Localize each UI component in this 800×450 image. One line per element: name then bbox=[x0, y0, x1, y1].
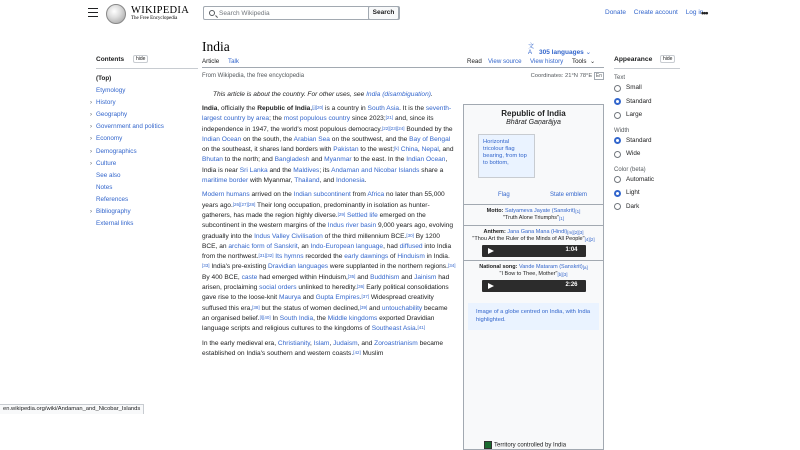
text-size-option-standard[interactable] bbox=[614, 95, 680, 109]
globe-map-image[interactable]: Image of a globe centred on India, with India highlighted. bbox=[468, 303, 599, 330]
chevron-down-icon: ⌄ bbox=[585, 49, 592, 56]
search-icon bbox=[209, 10, 215, 16]
toc-item-references[interactable] bbox=[96, 194, 198, 206]
toc-item-top[interactable]: (Top) bbox=[96, 75, 112, 82]
radio-button[interactable] bbox=[614, 85, 621, 92]
coordinates bbox=[531, 73, 604, 79]
toc-item-label: External links bbox=[96, 220, 134, 228]
anthem-duration: 1:04 bbox=[565, 247, 578, 253]
radio-label: Large bbox=[626, 111, 643, 118]
hatnote-text: This article is about the country. For other uses, see bbox=[213, 91, 367, 98]
language-count: 305 languages bbox=[539, 49, 584, 56]
hatnote bbox=[213, 91, 433, 98]
text-size-options bbox=[614, 81, 680, 122]
chevron-right-icon[interactable]: › bbox=[90, 209, 92, 216]
lead-paragraph-1: India, officially the Republic of India,[j][20] is a country in South Asia. It is the seventh-largest country by area; the most populous country since 2023;[21] and, since its independence in 1947, the world's most populous democracy.[22][23][24] Bounded by the Indian Ocean on the south, the Arabian Sea on the southwest, and the Bay of Bengal on the southeast, it shares land borders with Pakistan to the west;[k] China, Nepal, and Bhutan to the north; and Bangladesh and Myanmar to the east. In the Indian Ocean, India is near Sri Lanka and the Maldives; its Andaman and Nicobar Islands share a maritime border with Myanmar, Thailand, and Indonesia. bbox=[202, 105, 454, 185]
width-option-standard[interactable] bbox=[614, 134, 680, 148]
text-size-label: Text bbox=[614, 75, 626, 81]
toc-item-demographics[interactable] bbox=[90, 146, 198, 158]
text-size-option-large[interactable] bbox=[614, 108, 680, 122]
chevron-down-icon: ⌄ bbox=[590, 58, 596, 65]
page-tagline: From Wikipedia, the free encyclopedia bbox=[202, 73, 305, 79]
toc-item-label: Notes bbox=[96, 183, 113, 191]
song-link[interactable]: Vande Mataram bbox=[518, 264, 558, 270]
toc-item-economy[interactable] bbox=[90, 133, 198, 145]
toc-item-label: Economy bbox=[96, 135, 123, 143]
search-button[interactable]: Search bbox=[368, 6, 399, 20]
tab-view-source[interactable]: View source bbox=[488, 58, 522, 65]
donate-link[interactable]: Donate bbox=[605, 9, 626, 16]
infobox-native-name: Bhārat Gaṇarājya bbox=[506, 119, 561, 126]
legend-label: Territory controlled by India bbox=[494, 442, 567, 449]
wikipedia-wordmark[interactable]: WIKIPEDIA bbox=[131, 5, 190, 16]
table-of-contents bbox=[90, 56, 198, 230]
play-icon[interactable] bbox=[488, 283, 494, 289]
chevron-right-icon[interactable]: › bbox=[90, 112, 92, 119]
song-duration: 2:26 bbox=[565, 282, 578, 288]
login-link[interactable]: Log in bbox=[685, 9, 704, 16]
toc-item-label: Demographics bbox=[96, 147, 137, 155]
radio-button[interactable] bbox=[614, 190, 621, 197]
song-label: National song: bbox=[479, 264, 518, 270]
search-box bbox=[203, 6, 400, 20]
toc-item-label: Government and politics bbox=[96, 123, 164, 131]
main-menu-icon[interactable] bbox=[88, 8, 98, 17]
toc-list bbox=[90, 85, 198, 230]
create-account-link[interactable]: Create account bbox=[633, 9, 678, 16]
infobox-flag-row bbox=[468, 132, 599, 204]
chevron-right-icon[interactable]: › bbox=[90, 136, 92, 143]
translate-icon: 文A bbox=[528, 44, 535, 56]
color-option-dark[interactable] bbox=[614, 200, 680, 214]
toc-item-label: Geography bbox=[96, 111, 128, 119]
infobox-title: Republic of India bbox=[501, 109, 566, 118]
anthem-language[interactable]: (Hindi) bbox=[551, 229, 568, 235]
motto: Motto: Satyameva Jayate (Sanskrit)[1] "Truth Alone Triumphs"[1] bbox=[486, 208, 581, 221]
radio-label: Automatic bbox=[626, 175, 654, 183]
status-bar-url: en.wikipedia.org/wiki/Andaman_and_Nicobar_Islands bbox=[0, 404, 144, 414]
anthem-translation: "Thou Art the Ruler of the Minds of All People" bbox=[472, 236, 585, 242]
radio-label: Wide bbox=[626, 150, 641, 157]
radio-button[interactable] bbox=[614, 112, 621, 119]
chevron-right-icon[interactable]: › bbox=[90, 124, 92, 131]
toc-item-etymology[interactable] bbox=[96, 85, 198, 97]
toc-hide-button[interactable]: hide bbox=[133, 55, 148, 63]
tab-tools[interactable]: Tools bbox=[572, 58, 587, 65]
motto-label: Motto: bbox=[486, 208, 504, 214]
infobox bbox=[463, 104, 604, 450]
flag-caption[interactable]: Flag bbox=[498, 192, 510, 198]
more-options-icon[interactable]: ••• bbox=[701, 8, 708, 18]
toc-item-geography[interactable] bbox=[90, 109, 198, 121]
tab-talk[interactable]: Talk bbox=[228, 58, 240, 65]
page-title: India bbox=[202, 39, 230, 54]
radio-button[interactable] bbox=[614, 151, 621, 158]
flag-image[interactable]: Horizontal tricolour flag bearing, from top to bottom, bbox=[478, 134, 535, 178]
radio-label: Dark bbox=[626, 202, 640, 210]
anthem-audio-player[interactable] bbox=[482, 245, 586, 257]
anthem-label: Anthem: bbox=[483, 229, 506, 235]
lead-paragraph-2: Modern humans arrived on the Indian subcontinent from Africa no later than 55,000 years ago.[26][27][28] Their long occupation, predominantly in isolation as hunter-gatherers, has made the region highly diverse.[29] Settled life emerged on the subcontinent in the western margins of the Indus river basin 9,000 years ago, evolving gradually into the Indus Valley Civilisation of the third millennium BCE.[30] By 1200 BCE, an archaic form of Sanskrit, an Indo-European language, had diffused into India from the northwest.[31][32] Its hymns recorded the early dawnings of Hinduism in India.[33] India's pre-existing Dravidian languages were supplanted in the northern regions.[34] By 400 BCE, caste had emerged within Hinduism,[35] and Buddhism and Jainism had arisen, proclaiming social orders unlinked to heredity.[36] Early political consolidations gave rise to the loose-knit Maurya and Gupta Empires.[37] Widespread creativity suffused this era,[38] but the status of women declined,[39] and untouchability became an organised belief.[l][40] In South India, the Middle kingdoms exported Dravidian language scripts and religious cultures to the kingdoms of Southeast Asia.[41] bbox=[202, 191, 456, 333]
appearance-hide-button[interactable]: hide bbox=[660, 55, 675, 63]
anthem: Anthem: Jana Gana Mana (Hindi)[m][2][3] "Thou Art the Ruler of the Minds of All People"[4][2] 1:04 bbox=[464, 226, 603, 260]
tab-view-history[interactable]: View history bbox=[530, 58, 564, 65]
toc-item-external-links[interactable] bbox=[96, 218, 198, 230]
hatnote-link[interactable]: India (disambiguation) bbox=[366, 91, 431, 98]
toc-item-notes[interactable] bbox=[96, 182, 198, 194]
toc-item-history[interactable] bbox=[90, 97, 198, 109]
appearance-heading: Appearance bbox=[614, 56, 653, 63]
radio-label: Standard bbox=[626, 97, 652, 105]
color-option-automatic[interactable] bbox=[614, 173, 680, 187]
toc-item-label: See also bbox=[96, 171, 121, 179]
radio-label: Light bbox=[626, 189, 640, 196]
appearance-panel bbox=[614, 56, 680, 213]
radio-button[interactable] bbox=[614, 98, 621, 105]
anthem-link[interactable]: Jana Gana Mana bbox=[507, 229, 550, 235]
toc-item-bibliography[interactable] bbox=[90, 206, 198, 218]
toc-item-government-and-politics[interactable] bbox=[90, 121, 198, 133]
hatnote-end: . bbox=[430, 91, 433, 98]
coordinates-text[interactable]: Coordinates: 21°N 78°E bbox=[530, 73, 593, 79]
search-input[interactable] bbox=[219, 8, 369, 18]
toc-item-label: Culture bbox=[96, 159, 117, 167]
radio-button[interactable] bbox=[614, 203, 621, 210]
width-label: Width bbox=[614, 127, 630, 134]
song-translation: "I Bow to Thee, Mother" bbox=[499, 271, 558, 277]
legend-swatch bbox=[484, 441, 492, 449]
text-size-option-small[interactable] bbox=[614, 81, 680, 95]
appearance-divider bbox=[614, 68, 680, 69]
toc-item-label: Etymology bbox=[96, 87, 126, 95]
toc-item-see-also[interactable] bbox=[96, 170, 198, 182]
national-song: National song: Vande Mataram (Sanskrit)[a] "I Bow to Thee, Mother"[b][3] 2:26 bbox=[464, 261, 603, 295]
coordinates-flag[interactable]: En bbox=[595, 73, 602, 79]
motto-language[interactable]: (Sanskrit) bbox=[551, 208, 576, 214]
song-language[interactable]: (Sanskrit) bbox=[559, 264, 583, 270]
motto-translation: "Truth Alone Triumphs" bbox=[503, 215, 559, 221]
color-option-light[interactable] bbox=[614, 186, 680, 200]
site-header bbox=[0, 0, 800, 28]
radio-label: Standard bbox=[626, 136, 652, 144]
chevron-right-icon[interactable]: › bbox=[90, 100, 92, 107]
wikipedia-tagline: The Free Encyclopedia bbox=[131, 16, 178, 21]
radio-button[interactable] bbox=[614, 176, 621, 183]
wikipedia-globe-logo[interactable] bbox=[106, 4, 126, 24]
emblem-caption[interactable]: State emblem bbox=[550, 192, 588, 198]
toc-item-label: Bibliography bbox=[96, 208, 131, 216]
play-icon[interactable] bbox=[488, 248, 494, 254]
language-selector[interactable] bbox=[528, 41, 591, 56]
toc-item-label: References bbox=[96, 195, 129, 203]
tab-read[interactable]: Read bbox=[467, 58, 482, 65]
motto-link[interactable]: Satyameva Jayate bbox=[505, 208, 551, 214]
page-tabs bbox=[202, 57, 604, 68]
lead-paragraph-3: In the early medieval era, Christianity, Islam, Judaism, and Zoroastrianism became established on India's southern and western coasts.[42] Muslim bbox=[202, 339, 444, 357]
width-options bbox=[614, 134, 680, 161]
color-label: Color (beta) bbox=[614, 166, 646, 173]
toc-heading: Contents bbox=[96, 56, 125, 63]
radio-button[interactable] bbox=[614, 137, 621, 144]
map-legend bbox=[484, 441, 566, 449]
chevron-right-icon[interactable]: › bbox=[90, 148, 92, 155]
user-links bbox=[605, 9, 709, 16]
song-audio-player[interactable] bbox=[482, 280, 586, 292]
color-options bbox=[614, 173, 680, 214]
radio-label: Small bbox=[626, 84, 642, 91]
tab-article[interactable]: Article bbox=[202, 58, 220, 65]
toc-divider bbox=[96, 68, 198, 69]
chevron-right-icon[interactable]: › bbox=[90, 160, 92, 167]
toc-item-label: History bbox=[96, 99, 116, 107]
toc-item-culture[interactable] bbox=[90, 158, 198, 170]
article-body bbox=[202, 104, 456, 363]
width-option-wide[interactable] bbox=[614, 147, 680, 161]
